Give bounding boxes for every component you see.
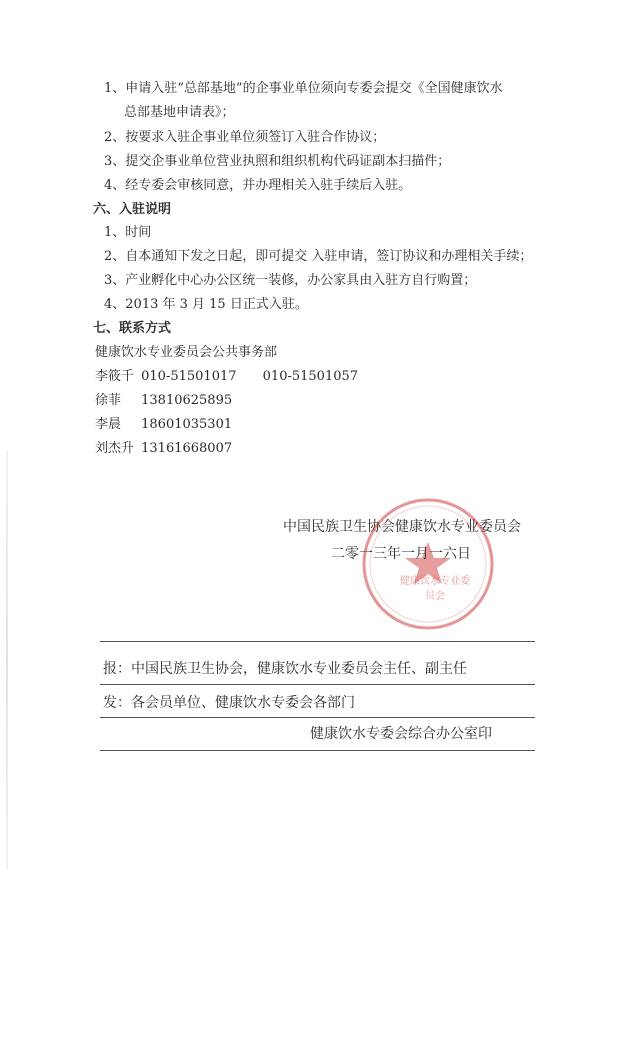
section6-item-text: 时间 <box>125 225 152 240</box>
section6-item-3 <box>104 272 476 290</box>
join-step-1 <box>104 80 503 98</box>
contact-phone-secondary: 010-51501057 <box>262 369 359 384</box>
contact-name: 徐菲 <box>95 393 122 408</box>
contact-phone: 13161668007 <box>141 441 233 456</box>
section6-item-text: 产业孵化中心办公区统一装修，办公家具由入驻方自行购置； <box>125 273 477 288</box>
contact-phone: 010-51501017 <box>141 369 237 384</box>
join-step-num: 2、 <box>104 130 126 145</box>
join-step-text: 提交企事业单位营业执照和组织机构代码证副本扫描件； <box>125 154 451 169</box>
contact-name: 李晨 <box>95 417 122 432</box>
join-step-1-cont: 总部基地申请表》； <box>124 105 235 120</box>
section6-item-text: 2013 年 3 月 15 日正式入驻。 <box>125 297 308 312</box>
printed-by: 健康饮水专委会综合办公室印 <box>310 726 492 742</box>
section6-item-num: 1、 <box>104 225 126 240</box>
join-step-text: 按要求入驻企事业单位须签订入驻合作协议； <box>125 130 386 145</box>
section6-item-num: 3、 <box>104 273 126 288</box>
join-step-num: 4、 <box>104 178 126 193</box>
section6-item-4 <box>104 296 308 314</box>
contact-row <box>95 392 232 410</box>
send-to: 发：各会员单位、健康饮水专委会各部门 <box>103 695 355 711</box>
contact-phone: 13810625895 <box>141 393 233 408</box>
join-step-4 <box>104 177 411 195</box>
contact-row <box>95 440 232 458</box>
join-step-num: 1、 <box>104 81 126 96</box>
signature-org: 中国民族卫生协会健康饮水专业委员会 <box>283 519 521 535</box>
seal-bottom-text: 健康饮水专业委员会 <box>400 576 470 602</box>
section6-item-num: 2、 <box>104 249 126 264</box>
divider <box>100 684 535 685</box>
section6-item-text: 自本通知下发之日起，即可提交 入驻申请，签订协议和办理相关手续； <box>125 249 533 264</box>
contact-name: 李筱千 <box>95 369 135 384</box>
scan-edge <box>6 450 8 870</box>
section7-title: 七、联系方式 <box>93 321 172 336</box>
divider <box>100 641 535 642</box>
section6-item-num: 4、 <box>104 297 126 312</box>
contact-org: 健康饮水专业委员会公共事务部 <box>95 345 278 360</box>
section6-item-2 <box>104 248 532 266</box>
join-step-text: 经专委会审核同意，并办理相关入驻手续后入驻。 <box>125 178 412 193</box>
report-to: 报：中国民族卫生协会，健康饮水专业委员会主任、副主任 <box>103 661 467 677</box>
contact-phone: 18601035301 <box>141 417 233 432</box>
signature-date: 二零一三年一月一六日 <box>331 546 471 562</box>
join-step-text: 申请入驻“总部基地”的企事业单位须向专委会提交《全国健康饮水 <box>125 81 503 96</box>
join-step-3 <box>104 153 450 171</box>
contact-name: 刘杰升 <box>95 441 135 456</box>
contact-row <box>95 416 232 434</box>
contact-row <box>95 368 358 386</box>
join-step-2 <box>104 129 385 147</box>
section6-item-1 <box>104 224 151 242</box>
divider <box>100 717 535 718</box>
divider <box>100 750 535 751</box>
section6-title: 六、入驻说明 <box>93 202 172 217</box>
join-step-num: 3、 <box>104 154 126 169</box>
